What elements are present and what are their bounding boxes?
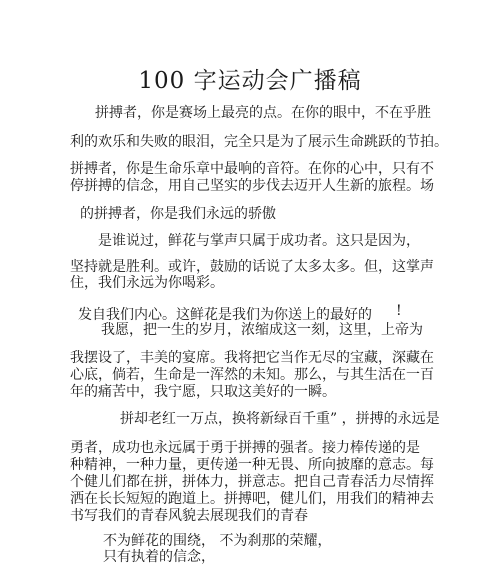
text-line: 拼搏者，你是赛场上最亮的点。在你的眼中，不在乎胜 xyxy=(95,105,431,121)
text-line: 我摆设了，丰美的宴席。我将把它当作无尽的宝藏，深藏在 xyxy=(70,350,434,366)
text-line: 发自我们内心。这鲜花是我们为你送上的最好的 xyxy=(78,307,372,323)
text-line: 书写我们的青春风貌去展现我们的青春 xyxy=(70,508,308,524)
text-line: 利的欢乐和失败的眼泪，完全只是为了展示生命跳跃的节拍。 xyxy=(70,134,448,150)
exclamation-mark: ! xyxy=(396,303,402,319)
text-line: 坚持就是胜利。或许，鼓励的话说了太多太多。但，这掌声 xyxy=(70,259,434,275)
text-line: 年的痛苦中，我宁愿，只取这美好的一瞬。 xyxy=(70,384,336,400)
text-line: 只有执着的信念， xyxy=(103,549,215,565)
text-line: 个健儿们都在拼，拼体力，拼意志。把自己青春活力尽情挥 xyxy=(70,474,434,490)
text-line: 的拼搏者，你是我们永远的骄傲 xyxy=(80,206,276,222)
document-title: 100 字运动会广播稿 xyxy=(138,68,362,94)
text-line: 拼却老红一万点，换将新绿百千重” ，拼搏的永远是 xyxy=(120,411,440,427)
text-line: 停拼搏的信念，用自己坚实的步伐去迈开人生新的旅程。场 xyxy=(70,178,434,194)
text-line: 洒在长长短短的跑道上。拼搏吧，健儿们，用我们的精神去 xyxy=(70,491,434,507)
text-line: 勇者，成功也永远属于勇于拼搏的强者。接力棒传递的是 xyxy=(70,440,420,456)
text-line: 是谁说过，鲜花与掌声只属于成功者。这只是因为， xyxy=(98,233,420,249)
text-line: 住，我们永远为你喝彩。 xyxy=(70,275,224,291)
text-line: 拼搏者，你是生命乐章中最响的音符。在你的心中，只有不 xyxy=(70,161,434,177)
text-line: 不为鲜花的围绕， 不为刹那的荣耀， xyxy=(103,533,332,549)
text-line: 种精神，一种力量，更传递一种无畏、所向披靡的意志。每 xyxy=(70,457,434,473)
text-line: 我愿，把一生的岁月，浓缩成这一刻，这里，上帝为 xyxy=(101,322,423,338)
text-line: 心底，倘若，生命是一浑然的未知。那么，与其生活在一百 xyxy=(70,367,434,383)
